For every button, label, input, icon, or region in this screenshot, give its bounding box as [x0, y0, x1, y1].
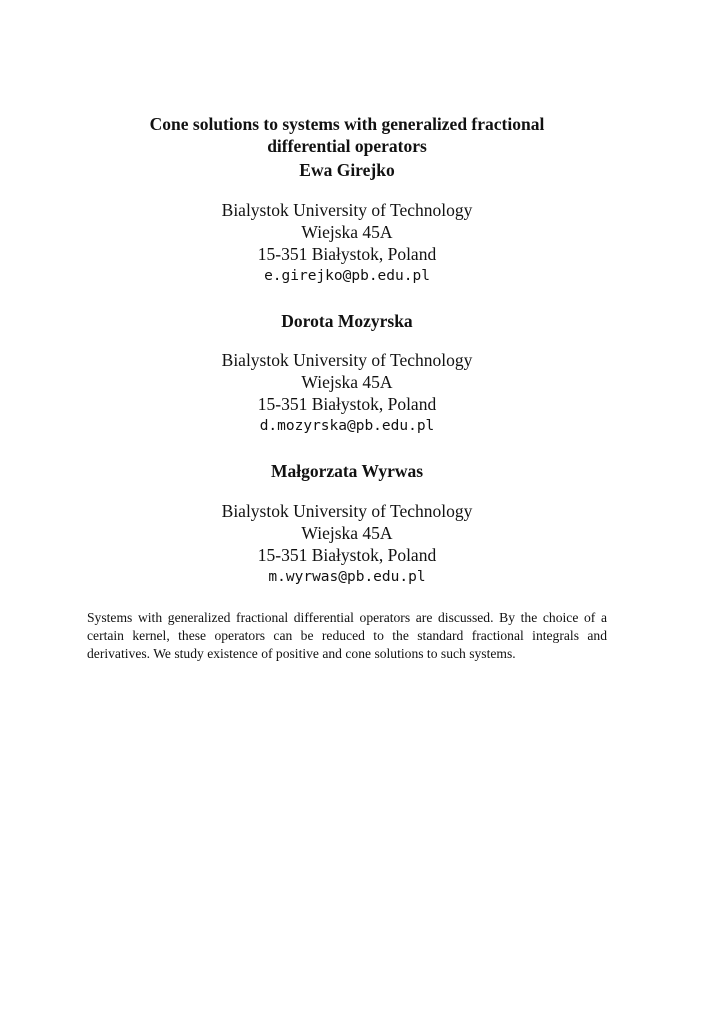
author-affiliation: [87, 199, 607, 287]
author-email: d.mozyrska@pb.edu.pl: [259, 418, 435, 434]
paper-title: [87, 113, 607, 157]
author-affiliation: [87, 500, 607, 588]
abstract-paragraph: Systems with generalized fractional differential operators are discussed. By the choice of a certain kernel, these operators can be reduced to the standard fractional integrals and derivatives. We study existence of positive and cone solutions to such systems.: [87, 610, 607, 661]
author-institution: Bialystok University of Technology: [221, 350, 473, 370]
author-city: 15-351 Białystok, Poland: [257, 394, 437, 414]
author-name: Dorota Mozyrska: [281, 311, 413, 331]
author-affiliation: [87, 349, 607, 437]
author-street: Wiejska 45A: [301, 222, 393, 242]
author-city: 15-351 Białystok, Poland: [257, 545, 437, 565]
author-street: Wiejska 45A: [301, 523, 393, 543]
author-email: m.wyrwas@pb.edu.pl: [268, 569, 426, 585]
author-street: Wiejska 45A: [301, 372, 393, 392]
author-name: Małgorzata Wyrwas: [270, 461, 424, 481]
author-name: Ewa Girejko: [299, 160, 395, 180]
title-line-2: differential operators: [267, 136, 427, 156]
author-block-2: [87, 310, 607, 437]
author-email: e.girejko@pb.edu.pl: [264, 268, 430, 284]
author-city: 15-351 Białystok, Poland: [257, 244, 437, 264]
author-block-3: [87, 460, 607, 588]
author-institution: Bialystok University of Technology: [221, 501, 473, 521]
title-line-1: Cone solutions to systems with generalized fractional: [149, 114, 545, 134]
author-institution: Bialystok University of Technology: [221, 200, 473, 220]
author-block-1: [87, 159, 607, 287]
